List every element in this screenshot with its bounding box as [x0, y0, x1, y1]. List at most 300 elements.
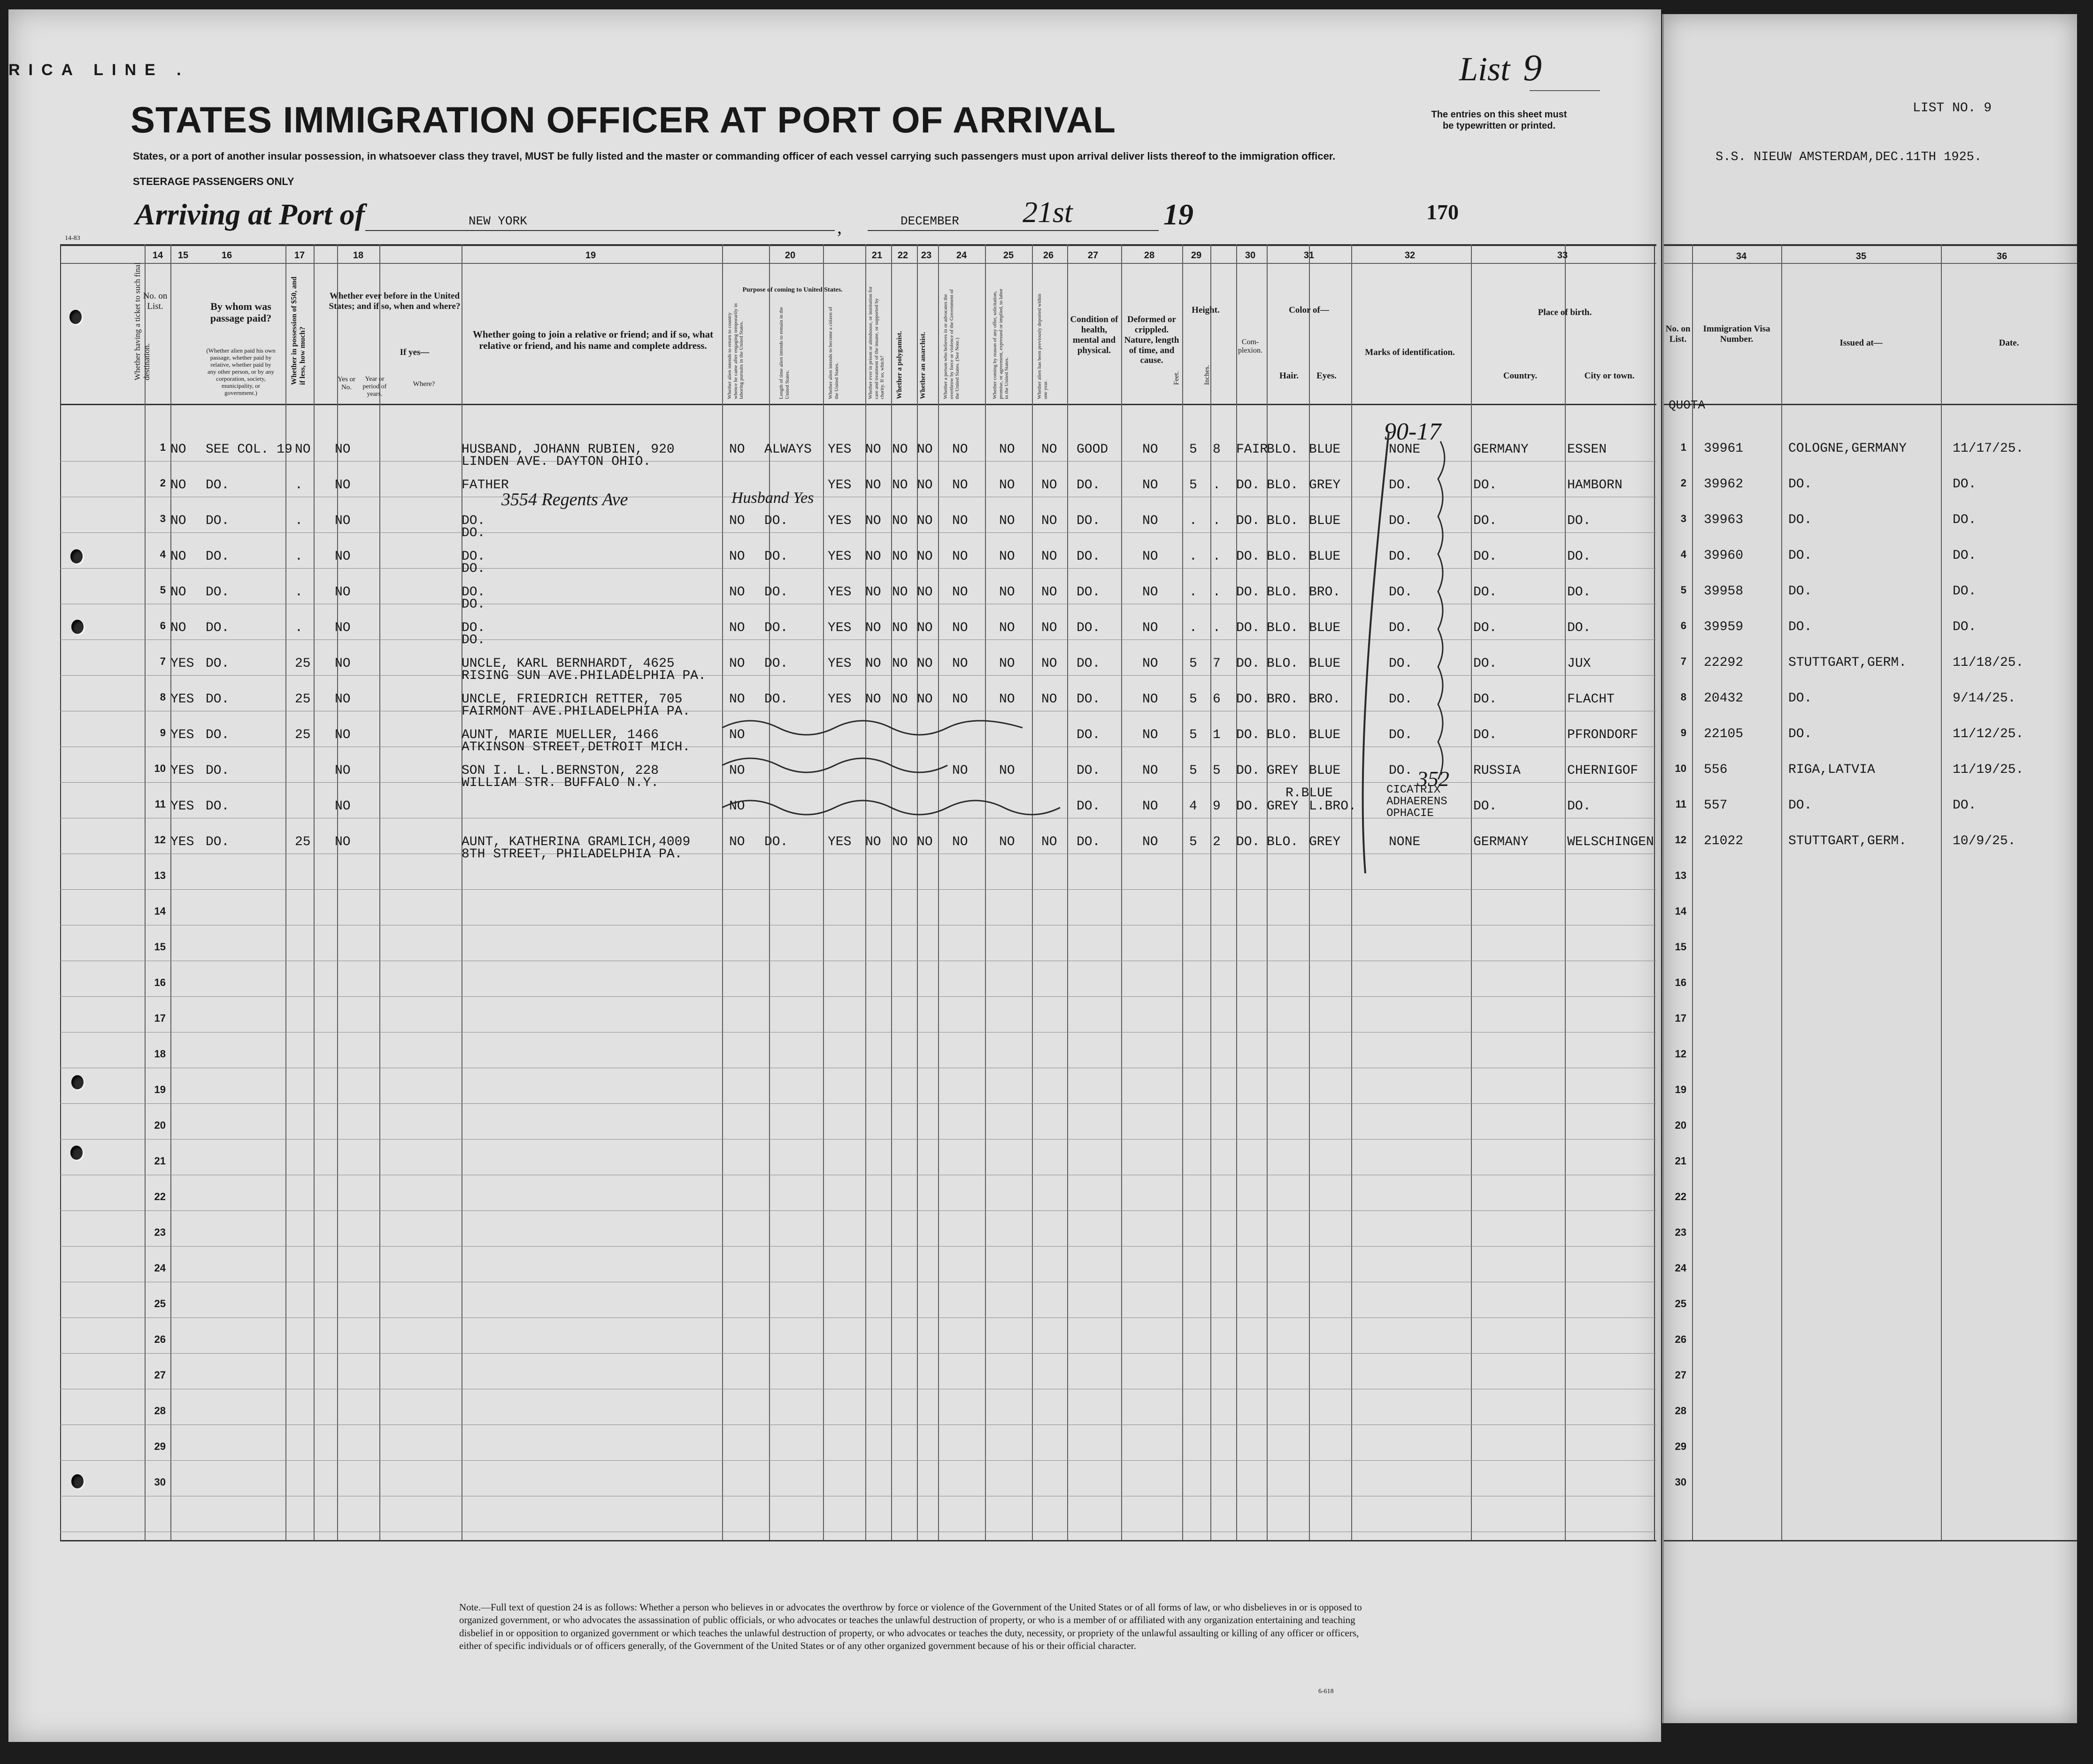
row-number: 8: [160, 691, 166, 703]
right-cell-visa: 22292: [1704, 655, 1744, 670]
right-cell-date: 11/12/25.: [1953, 727, 2024, 741]
cell-c28: NO: [1142, 799, 1158, 814]
cell-c29i: 2: [1213, 835, 1221, 849]
grid-column-line: [722, 244, 723, 1540]
cell-c31e: BLUE: [1309, 728, 1341, 742]
col26-header: Whether alien has been previously deported within one year.: [1037, 293, 1048, 399]
right-row-number: 28: [1675, 1405, 1686, 1417]
col29-inches: Inches.: [1203, 365, 1211, 385]
col14-header: No. on List.: [143, 291, 168, 311]
cell-c33c: DO.: [1473, 549, 1497, 564]
cell-c18: NO: [335, 478, 351, 493]
right-row-number: 7: [1680, 655, 1686, 667]
cell-c20c: YES: [828, 549, 852, 564]
column-number: 26: [1043, 250, 1054, 261]
row-number: 24: [154, 1262, 166, 1274]
right-cell-issued: DO.: [1788, 620, 1812, 634]
cell-c18: NO: [335, 728, 351, 742]
cell-c33c: GERMANY: [1473, 442, 1529, 457]
cell-c18: NO: [335, 585, 351, 600]
cell-c20c: YES: [828, 514, 852, 528]
cell-c27: GOOD: [1077, 442, 1108, 457]
row-number: 30: [154, 1476, 166, 1488]
cell-c15: NO: [170, 514, 186, 528]
row-number: 10: [154, 763, 166, 774]
cell-c33t: ESSEN: [1567, 442, 1607, 457]
column-number: 32: [1404, 250, 1416, 261]
cell-c26: NO: [1041, 478, 1057, 493]
cell-c30: DO.: [1236, 549, 1260, 564]
col18-where: Where?: [413, 380, 435, 388]
cell-c33t: JUX: [1567, 656, 1591, 671]
visa-sheet: [1662, 14, 2077, 1723]
cell-c19b: WILLIAM STR. BUFFALO N.Y.: [462, 776, 659, 790]
cell-c32: NONE: [1389, 835, 1421, 849]
row-number: 27: [154, 1369, 166, 1381]
cell-c20c: YES: [828, 585, 852, 600]
cell-c24: NO: [952, 514, 968, 528]
cell-c19a: DO.: [462, 549, 485, 564]
cell-c27: DO.: [1077, 621, 1100, 635]
right-cell-date: DO.: [1953, 513, 1977, 527]
cell-c25: NO: [999, 692, 1015, 707]
cell-c32: DO.: [1389, 621, 1413, 635]
grid-column-line: [823, 244, 824, 1540]
cell-c22: NO: [892, 585, 908, 600]
cell-c20b: DO.: [764, 514, 788, 528]
right-row-number: 25: [1675, 1298, 1686, 1310]
cell-c33t: DO.: [1567, 585, 1591, 600]
cell-c19a: DO.: [462, 585, 485, 600]
grid-column-line: [1121, 244, 1122, 1540]
row-number: 3: [160, 513, 166, 524]
cell-c20a: NO: [729, 835, 745, 849]
column-number: 27: [1087, 250, 1099, 261]
right-cell-issued: STUTTGART,GERM.: [1788, 834, 1907, 848]
col16-subheader: (Whether alien paid his own passage, whether paid by relative, whether paid by any other person, or by any corporation, society, municipality, or government.): [206, 347, 276, 396]
column-number: 14: [152, 250, 163, 261]
cell-c31h: BLO.: [1267, 514, 1299, 528]
cell-c30: DO.: [1236, 763, 1260, 778]
cell-c17: 25: [295, 656, 311, 671]
cell-c23: NO: [917, 442, 933, 457]
col19-header: Whether going to join a relative or friend; and if so, what relative or friend, and his name and complete address.: [472, 329, 714, 352]
binder-hole: [69, 310, 82, 324]
cell-c32: CICATRIX ADHAERENS OPHACIE: [1386, 784, 1447, 820]
right-row-number: 22: [1675, 1191, 1686, 1202]
right-cell-visa: 557: [1704, 798, 1728, 813]
cell-c27: DO.: [1077, 514, 1100, 528]
cell-c25: NO: [999, 585, 1015, 600]
grid-column-line: [170, 244, 171, 1540]
cell-c32: DO.: [1389, 728, 1413, 742]
right-cell-date: DO.: [1953, 798, 1977, 813]
issued-at-header: Issued at—: [1839, 338, 1883, 348]
cell-c25: NO: [999, 656, 1015, 671]
col32-header: Marks of identification.: [1365, 347, 1455, 357]
cell-c33c: DO.: [1473, 514, 1497, 528]
cell-c20a: NO: [729, 728, 745, 742]
col17-header: Whether in possession of $50, and if less, how much?: [290, 277, 307, 385]
column-number: 21: [871, 250, 883, 261]
cell-c31e: L.BRO.: [1309, 799, 1356, 814]
cell-c17: .: [295, 514, 303, 528]
cell-c16: DO.: [206, 621, 230, 635]
right-cell-issued: STUTTGART,GERM.: [1788, 655, 1907, 670]
col30-header: Com- plexion.: [1238, 338, 1262, 355]
column-number: 15: [177, 250, 189, 261]
list-number: 9: [1523, 47, 1542, 89]
column-number: 25: [1003, 250, 1014, 261]
cell-c20a: NO: [729, 763, 745, 778]
right-cell-visa: 556: [1704, 763, 1728, 777]
cell-c19a: SON I. L. L.BERNSTON, 228: [462, 763, 659, 778]
cell-c16: DO.: [206, 728, 230, 742]
cell-c22: NO: [892, 621, 908, 635]
cell-c27: DO.: [1077, 728, 1100, 742]
right-cell-date: 9/14/25.: [1953, 691, 2016, 706]
grid-column-line: [145, 244, 146, 1540]
row-number: 28: [154, 1405, 166, 1417]
cell-c33t: WELSCHINGEN: [1567, 835, 1654, 849]
cell-c19a: DO.: [462, 621, 485, 635]
list-label: List 9: [1459, 47, 1542, 89]
cell-c33c: DO.: [1473, 692, 1497, 707]
cell-c18: NO: [335, 514, 351, 528]
cell-c33c: RUSSIA: [1473, 763, 1521, 778]
cell-c25: NO: [999, 621, 1015, 635]
cell-c29i: .: [1213, 478, 1221, 493]
right-row-number: 17: [1675, 1012, 1686, 1024]
col31-header: Color of—: [1289, 305, 1329, 315]
cell-c33t: DO.: [1567, 514, 1591, 528]
cell-c16: SEE COL. 19: [206, 442, 292, 457]
col35-number: 35: [1855, 251, 1867, 262]
cell-c21: NO: [865, 692, 881, 707]
cell-c22: NO: [892, 656, 908, 671]
cell-c26: NO: [1041, 692, 1057, 707]
handwritten-marks-top: 90-17: [1384, 418, 1441, 445]
cell-c29i: 5: [1213, 763, 1221, 778]
cell-c31-extra: R.BLUE: [1285, 786, 1333, 801]
cell-c33c: DO.: [1473, 656, 1497, 671]
cell-c30: DO.: [1236, 585, 1260, 600]
cell-c15: NO: [170, 621, 186, 635]
cell-c19a: AUNT, MARIE MUELLER, 1466: [462, 728, 659, 742]
cell-c16: DO.: [206, 799, 230, 814]
right-row-number: 15: [1675, 941, 1686, 953]
right-row-number: 21: [1675, 1155, 1686, 1167]
column-number: 16: [221, 250, 232, 261]
cell-c20b: DO.: [764, 835, 788, 849]
grid-column-line: [1067, 244, 1068, 1540]
right-cell-issued: DO.: [1788, 584, 1812, 599]
column-number: 19: [585, 250, 596, 261]
cell-c19b: DO.: [462, 597, 485, 612]
grid-column-line: [1267, 244, 1268, 1540]
cell-c20b: DO.: [764, 549, 788, 564]
line-label: RICA LINE .: [8, 61, 190, 79]
cell-c30: DO.: [1236, 656, 1260, 671]
row-number: 17: [154, 1012, 166, 1024]
row-number: 5: [160, 584, 166, 596]
right-row-number: 14: [1675, 905, 1686, 917]
cell-c29f: 5: [1189, 442, 1197, 457]
cell-c31h: GREY: [1267, 799, 1299, 814]
column-number: 22: [897, 250, 908, 261]
cell-c20a: NO: [729, 549, 745, 564]
row-number: 21: [154, 1155, 166, 1167]
grid-column-line: [1210, 244, 1211, 1540]
cell-c23: NO: [917, 656, 933, 671]
cell-c19a: UNCLE, KARL BERNHARDT, 4625: [462, 656, 675, 671]
cell-c19b: DO.: [462, 526, 485, 540]
cell-c17: 25: [295, 835, 311, 849]
cell-c33t: HAMBORN: [1567, 478, 1623, 493]
grid-column-line: [1565, 244, 1566, 1540]
col18-ifyes: If yes—: [400, 347, 430, 357]
cell-c20c: YES: [828, 656, 852, 671]
port-value: NEW YORK: [469, 214, 527, 228]
cell-c27: DO.: [1077, 763, 1100, 778]
grid-column-line: [917, 244, 918, 1540]
cell-c29f: 5: [1189, 835, 1197, 849]
row-number: 14: [154, 905, 166, 917]
cell-c26: NO: [1041, 549, 1057, 564]
grid-column-line: [379, 244, 380, 1540]
grid-column-line: [865, 244, 866, 1540]
cell-c20c: YES: [828, 692, 852, 707]
cell-c22: NO: [892, 549, 908, 564]
cell-c29i: 7: [1213, 656, 1221, 671]
handwritten-address-row2: 3554 Regents Ave: [501, 490, 628, 509]
cell-c20a: NO: [729, 514, 745, 528]
cell-c18: NO: [335, 442, 351, 457]
cell-c19a: UNCLE, FRIEDRICH RETTER, 705: [462, 692, 683, 707]
cell-c20c: YES: [828, 835, 852, 849]
row-number: 23: [154, 1226, 166, 1238]
handwritten-bracket: [1347, 423, 1487, 892]
cell-c15: YES: [170, 835, 194, 849]
right-row-number: 8: [1680, 691, 1686, 703]
cell-c32: DO.: [1389, 549, 1413, 564]
cell-c24: NO: [952, 585, 968, 600]
cell-c29f: 5: [1189, 478, 1197, 493]
cell-c18: NO: [335, 835, 351, 849]
cell-c21: NO: [865, 585, 881, 600]
right-cell-issued: DO.: [1788, 513, 1812, 527]
col34-number: 34: [1736, 251, 1747, 262]
row-number: 1: [160, 441, 166, 453]
cell-c22: NO: [892, 835, 908, 849]
cell-c25: NO: [999, 478, 1015, 493]
grid-column-line: [985, 244, 986, 1540]
cell-c29i: 8: [1213, 442, 1221, 457]
cell-c15: YES: [170, 799, 194, 814]
right-cell-issued: DO.: [1788, 798, 1812, 813]
cell-c26: NO: [1041, 656, 1057, 671]
cell-c29f: 5: [1189, 763, 1197, 778]
cell-c32: DO.: [1389, 692, 1413, 707]
grid-column-line: [769, 244, 770, 1540]
cell-c31h: BLO.: [1267, 835, 1299, 849]
cell-c29f: 5: [1189, 692, 1197, 707]
cell-c15: YES: [170, 763, 194, 778]
right-row-number: 13: [1675, 870, 1686, 881]
row-number: 11: [154, 798, 166, 810]
right-list-no: LIST NO. 9: [1913, 101, 1992, 116]
right-row-number: 24: [1675, 1262, 1686, 1274]
cell-c29i: .: [1213, 514, 1221, 528]
right-row-number: 9: [1680, 727, 1686, 739]
binder-hole: [70, 1146, 83, 1160]
cell-c31e: BLUE: [1309, 763, 1341, 778]
cell-c28: NO: [1142, 621, 1158, 635]
grid-column-line: [1032, 244, 1033, 1540]
column-number: 17: [294, 250, 305, 261]
col20-sub-c: Whether alien intends to become a citizen of the United States.: [828, 307, 839, 399]
cell-c23: NO: [917, 621, 933, 635]
cell-c33t: DO.: [1567, 549, 1591, 564]
right-row-number: 16: [1675, 977, 1686, 988]
cell-c29f: 5: [1189, 728, 1197, 742]
right-cell-visa: 39960: [1704, 548, 1744, 563]
row-number: 22: [154, 1191, 166, 1202]
cell-c27: DO.: [1077, 585, 1100, 600]
col31-eyes: Eyes.: [1316, 371, 1337, 381]
cell-c22: NO: [892, 478, 908, 493]
right-cell-issued: DO.: [1788, 548, 1812, 563]
column-number: 18: [353, 250, 364, 261]
cell-c16: DO.: [206, 478, 230, 493]
cell-c30: FAIR: [1236, 442, 1268, 457]
cell-c23: NO: [917, 692, 933, 707]
cell-c20b: DO.: [764, 692, 788, 707]
cell-c31h: BLO.: [1267, 478, 1299, 493]
column-number: 23: [921, 250, 932, 261]
row-number: 7: [160, 655, 166, 667]
cell-c30: DO.: [1236, 621, 1260, 635]
cell-c33t: CHERNIGOF: [1567, 763, 1639, 778]
right-cell-date: 11/18/25.: [1953, 655, 2024, 670]
cell-c31h: BLO.: [1267, 549, 1299, 564]
cell-c28: NO: [1142, 514, 1158, 528]
cell-c15: YES: [170, 728, 194, 742]
grid-column-line: [337, 244, 338, 1540]
cell-c30: DO.: [1236, 692, 1260, 707]
cell-c27: DO.: [1077, 835, 1100, 849]
column-number: 33: [1557, 250, 1568, 261]
cell-c26: NO: [1041, 835, 1057, 849]
cell-c17: NO: [295, 442, 311, 457]
right-cell-visa: 22105: [1704, 727, 1744, 741]
cell-c22: NO: [892, 514, 908, 528]
cell-c19b: FAIRMONT AVE.PHILADELPHIA PA.: [462, 704, 691, 719]
cell-c29f: .: [1189, 621, 1197, 635]
cell-c29i: 9: [1213, 799, 1221, 814]
col22-header: Whether a polygamist.: [896, 331, 903, 399]
cell-c20a: NO: [729, 621, 745, 635]
cell-c31e: BLUE: [1309, 621, 1341, 635]
cell-c20b: DO.: [764, 621, 788, 635]
col25-header: Whether coming by reason of any offer, solicitation, promise, or agreement, expressed or implied, to labor in the United States.: [992, 288, 1010, 399]
cell-c28: NO: [1142, 835, 1158, 849]
column-number: 24: [956, 250, 967, 261]
cell-c25: NO: [999, 442, 1015, 457]
cell-c29i: 1: [1213, 728, 1221, 742]
cell-c19b: ATKINSON STREET,DETROIT MICH.: [462, 740, 691, 755]
cell-c26: NO: [1041, 585, 1057, 600]
row-number: 18: [154, 1048, 166, 1060]
cell-c24: NO: [952, 478, 968, 493]
cell-c29i: .: [1213, 621, 1221, 635]
cell-c23: NO: [917, 514, 933, 528]
row-number: 4: [160, 548, 166, 560]
cell-c19b: LINDEN AVE. DAYTON OHIO.: [462, 454, 651, 469]
cell-c28: NO: [1142, 728, 1158, 742]
cell-c20a: NO: [729, 442, 745, 457]
cell-c31h: GREY: [1267, 763, 1299, 778]
grid-row-line: [60, 1317, 1656, 1318]
cell-c29i: .: [1213, 585, 1221, 600]
right-cell-visa: 39959: [1704, 620, 1744, 634]
right-cell-date: 10/9/25.: [1953, 834, 2016, 848]
grid-column-line: [1309, 244, 1310, 1540]
right-row-number: 12: [1675, 1048, 1686, 1060]
column-number: 31: [1303, 250, 1315, 261]
cell-c30: DO.: [1236, 835, 1260, 849]
cell-c24: NO: [952, 763, 968, 778]
cell-c20a: NO: [729, 585, 745, 600]
cell-c20c: YES: [828, 478, 852, 493]
cell-c21: NO: [865, 514, 881, 528]
cell-c19a: HUSBAND, JOHANN RUBIEN, 920: [462, 442, 675, 457]
cell-c27: DO.: [1077, 692, 1100, 707]
cell-c33c: DO.: [1473, 799, 1497, 814]
cell-c18: NO: [335, 621, 351, 635]
cell-c30: DO.: [1236, 728, 1260, 742]
right-cell-date: DO.: [1953, 477, 1977, 492]
cell-c29i: 6: [1213, 692, 1221, 707]
binder-hole: [71, 620, 84, 634]
col27-header: Condition of health, mental and physical.: [1070, 315, 1118, 355]
cell-c33t: FLACHT: [1567, 692, 1615, 707]
binder-hole: [71, 1474, 84, 1488]
right-cell-issued: COLOGNE,GERMANY: [1788, 441, 1907, 456]
row-number: 20: [154, 1119, 166, 1131]
cell-c29f: .: [1189, 549, 1197, 564]
right-row-number: 30: [1675, 1476, 1686, 1488]
right-row-number: 5: [1680, 584, 1686, 596]
row-number: 25: [154, 1298, 166, 1310]
right-cell-issued: DO.: [1788, 477, 1812, 492]
right-cell-issued: DO.: [1788, 727, 1812, 741]
cell-c33t: DO.: [1567, 621, 1591, 635]
grid-column-line: [1182, 244, 1183, 1540]
cell-c28: NO: [1142, 692, 1158, 707]
cell-c26: NO: [1041, 514, 1057, 528]
cell-c27: DO.: [1077, 799, 1100, 814]
cell-c22: NO: [892, 442, 908, 457]
col16-header: By whom was passage paid?: [210, 300, 272, 324]
cell-c26: NO: [1041, 621, 1057, 635]
cell-c25: NO: [999, 549, 1015, 564]
col18-header: Whether ever before in the United States; and if so, when and where?: [329, 291, 461, 311]
cell-c29f: 4: [1189, 799, 1197, 814]
cell-c33c: DO.: [1473, 478, 1497, 493]
handwritten-purpose-row2: Husband Yes: [731, 489, 814, 507]
right-row-number: 6: [1680, 620, 1686, 632]
